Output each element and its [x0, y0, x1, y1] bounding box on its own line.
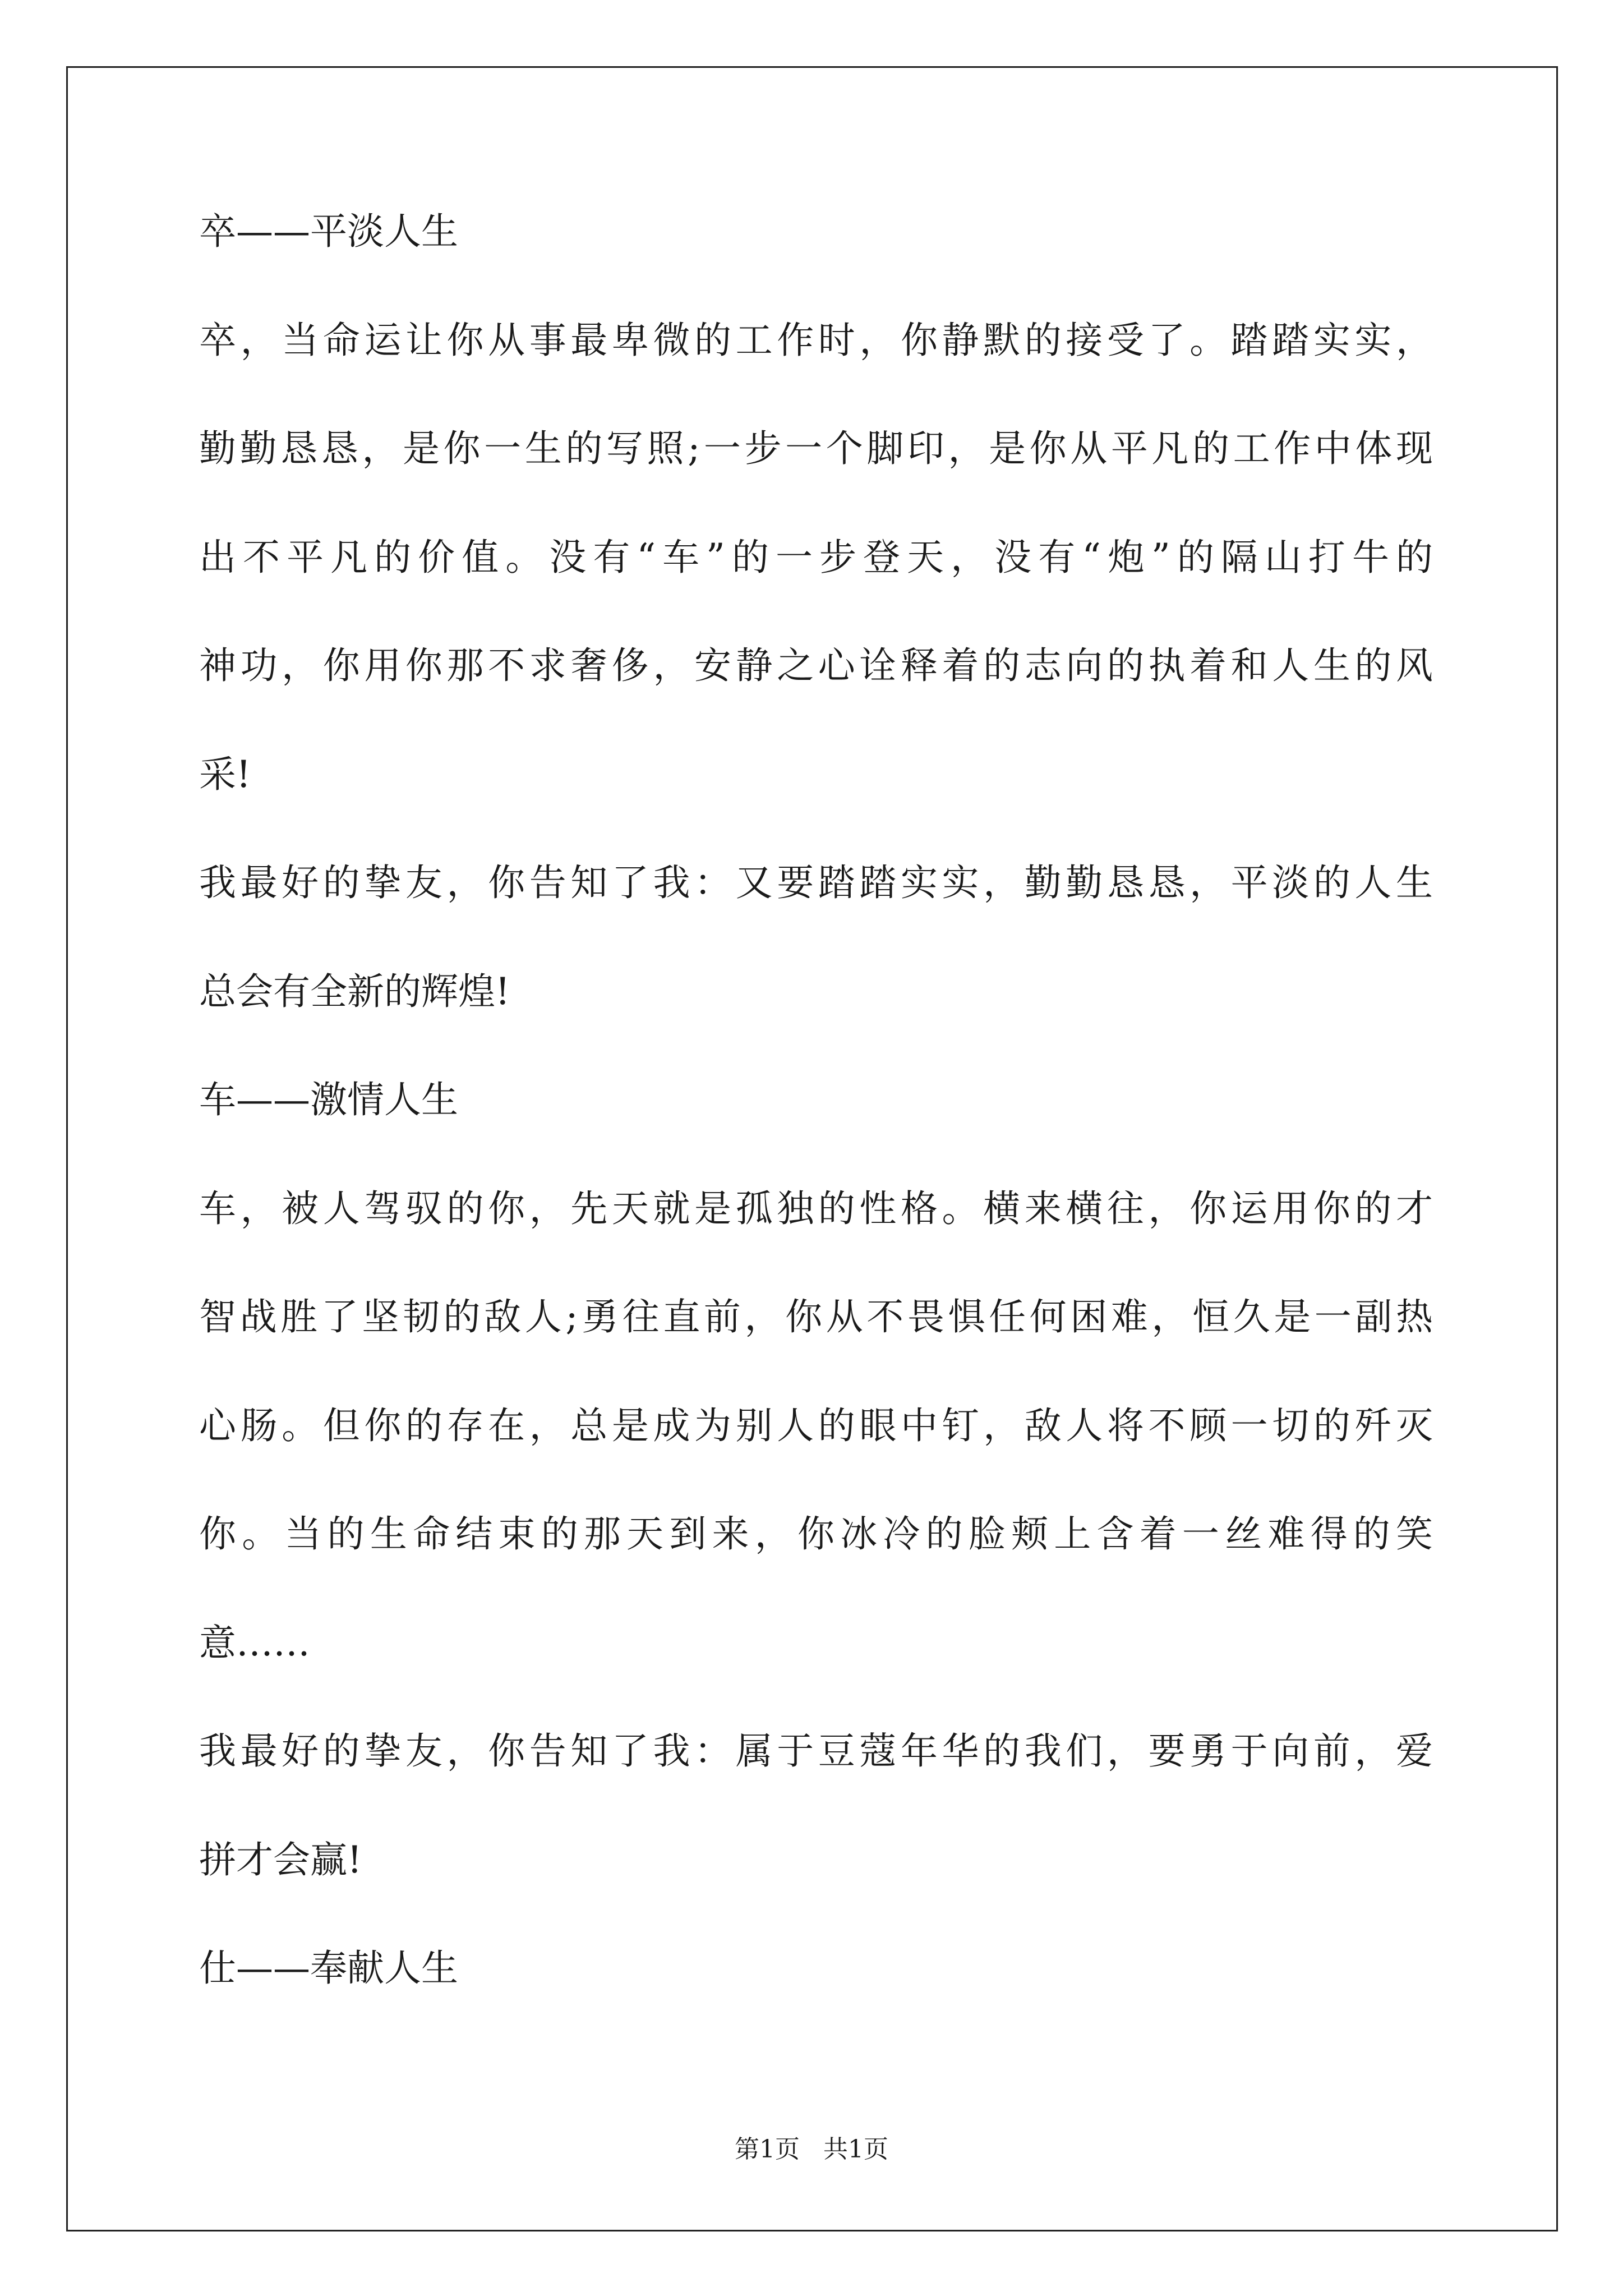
paragraph-line: 心肠。但你的存在，总是成为别人的眼中钉，敌人将不顾一切的歼灭 [199, 1404, 1433, 1447]
page-footer: 第1页 共1页 [735, 2135, 888, 2164]
section-heading-shi: 仕——奉献人生 [199, 1947, 458, 1990]
section-heading-zu: 卒——平淡人生 [199, 210, 458, 253]
paragraph-line: 神功，你用你那不求奢侈，安静之心诠释着的志向的执着和人生的风 [199, 644, 1433, 687]
document-body [199, 210, 1433, 2059]
paragraph-line: 勤勤恳恳，是你一生的写照;一步一个脚印，是你从平凡的工作中体现 [199, 427, 1433, 470]
paragraph-line: 你。当的生命结束的那天到来，你冰冷的脸颊上含着一丝难得的笑 [199, 1512, 1433, 1556]
paragraph-line: 卒，当命运让你从事最卑微的工作时，你静默的接受了。踏踏实实， [199, 318, 1433, 362]
paragraph-line: 采! [199, 752, 251, 796]
paragraph-line: 出不平凡的价值。没有“车”的一步登天，没有“炮”的隔山打牛的 [199, 535, 1433, 579]
paragraph-line: 车，被人驾驭的你，先天就是孤独的性格。横来横往，你运用你的才 [199, 1186, 1433, 1230]
paragraph-line: 总会有全新的辉煌! [199, 969, 510, 1013]
paragraph-line: 我最好的挚友，你告知了我：又要踏踏实实，勤勤恳恳，平淡的人生 [199, 861, 1433, 904]
paragraph-line: 拼才会赢! [199, 1838, 362, 1881]
paragraph-line: 意…… [199, 1621, 310, 1664]
section-heading-che: 车——激情人生 [199, 1078, 458, 1121]
paragraph-line: 智战胜了坚韧的敌人;勇往直前，你从不畏惧任何困难，恒久是一副热 [199, 1295, 1433, 1338]
paragraph-line: 我最好的挚友，你告知了我：属于豆蔻年华的我们，要勇于向前，爱 [199, 1729, 1433, 1773]
